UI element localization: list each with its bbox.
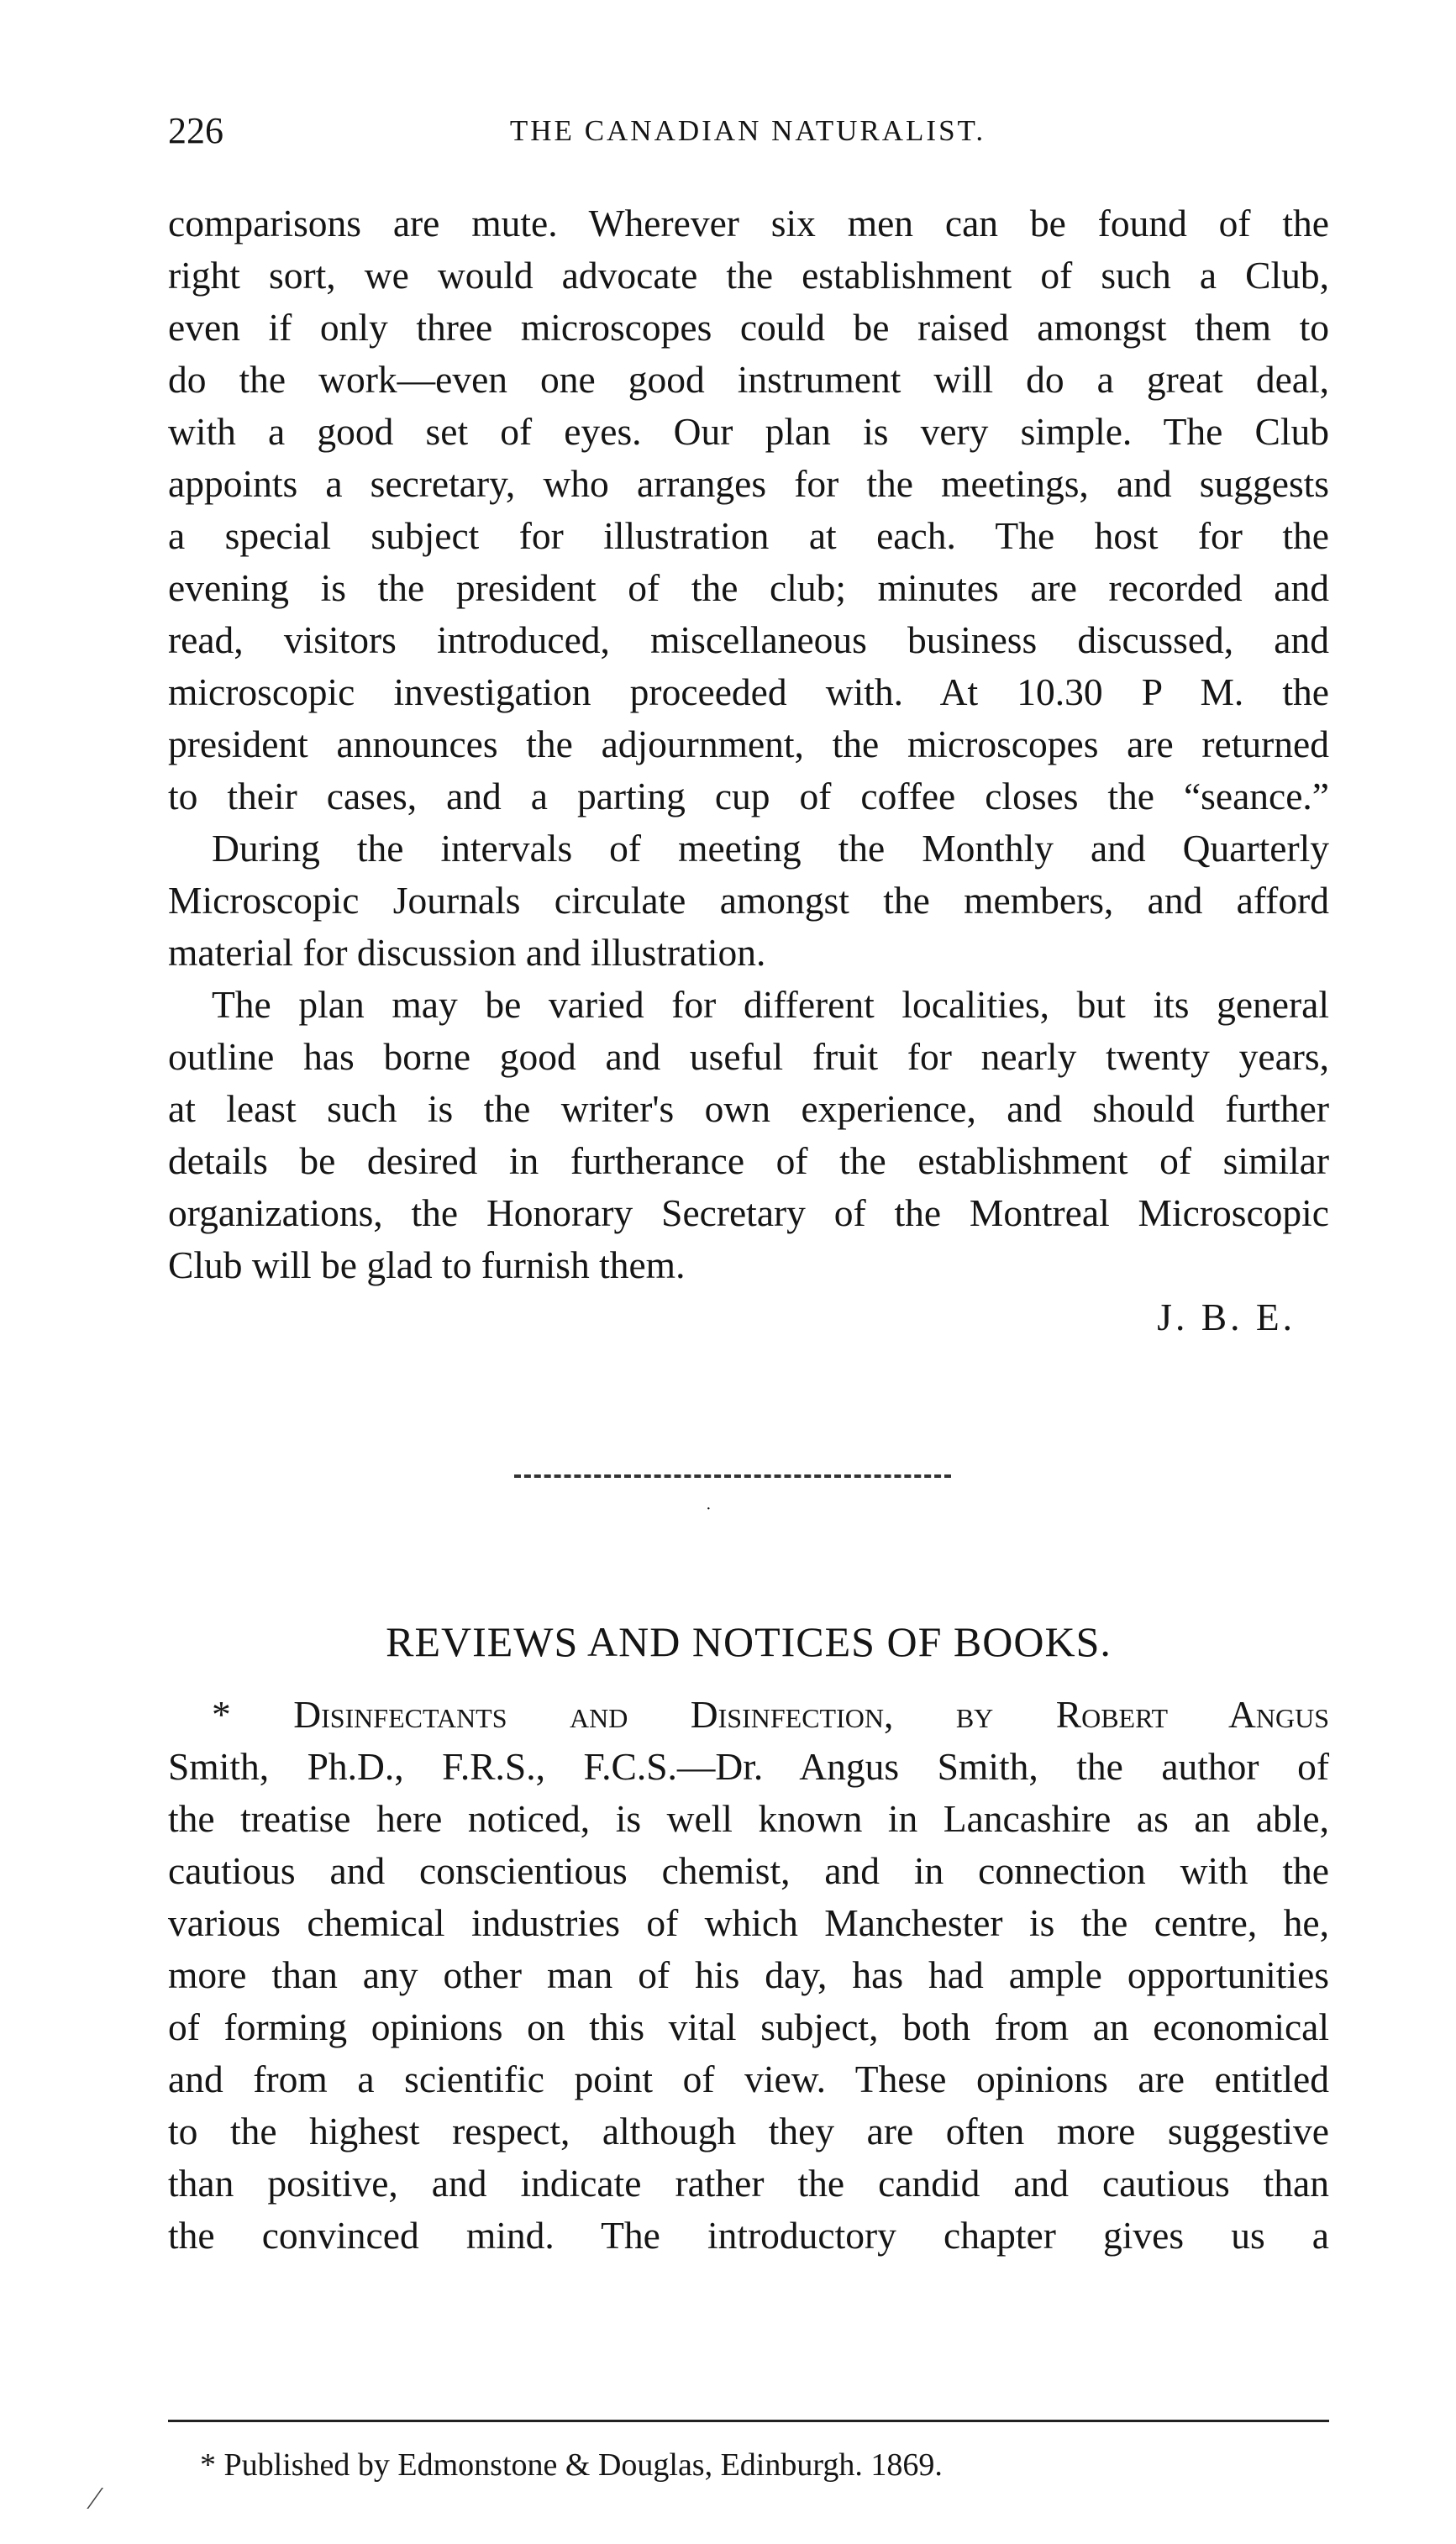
footnote-rule <box>168 2420 1329 2422</box>
divider-dot: · <box>706 1500 712 1518</box>
text-line: evening is the president of the club; minutes are recorded and <box>168 566 1329 609</box>
text-line: appoints a secretary, who arranges for the meetings, and suggests <box>168 462 1329 505</box>
text-line: right sort, we would advocate the establishment of such a Club, <box>168 254 1329 297</box>
text-line: various chemical industries of which Manchester is the centre, he, <box>168 1901 1329 1944</box>
paragraph-start-line: The plan may be varied for different localities, but its general <box>212 983 1329 1026</box>
text-line: the treatise here noticed, is well known in Lancashire as an able, <box>168 1797 1329 1840</box>
running-head <box>168 109 1327 160</box>
text-line: even if only three microscopes could be raised amongst them to <box>168 306 1329 349</box>
text-line: than positive, and indicate rather the candid and cautious than <box>168 2162 1329 2205</box>
review-text <box>168 1689 1329 2262</box>
text-line: and from a scientific point of view. These opinions are entitled <box>168 2058 1329 2100</box>
text-line: president announces the adjournment, the microscopes are returned <box>168 723 1329 765</box>
text-line: Smith, Ph.D., F.R.S., F.C.S.—Dr. Angus Smith, the author of <box>168 1745 1329 1788</box>
section-divider <box>514 1474 951 1478</box>
text-line: more than any other man of his day, has had ample opportunities <box>168 1953 1329 1996</box>
paragraph-start-line: During the intervals of meeting the Monthly and Quarterly <box>212 827 1329 870</box>
text-line: read, visitors introduced, miscellaneous business discussed, and <box>168 618 1329 661</box>
journal-title: THE CANADIAN NATURALIST. <box>509 114 986 147</box>
text-line: comparisons are mute. Wherever six men can be found of the <box>168 202 1329 244</box>
text-line: a special subject for illustration at each. The host for the <box>168 514 1329 557</box>
footnote: * Published by Edmonstone & Douglas, Edinburgh. 1869. <box>200 2447 943 2483</box>
text-line: details be desired in furtherance of the establishment of similar <box>168 1139 1329 1182</box>
margin-mark: ⁄ <box>92 2481 98 2516</box>
author-signature: J. B. E. <box>1157 1296 1296 1338</box>
section-heading: REVIEWS AND NOTICES OF BOOKS. <box>386 1618 1112 1665</box>
paragraph-end-line: Club will be glad to furnish them. <box>168 1243 686 1286</box>
text-line: outline has borne good and useful fruit for nearly twenty years, <box>168 1035 1329 1078</box>
article-text <box>168 197 1329 1343</box>
text-line: of forming opinions on this vital subject, both from an economical <box>168 2005 1329 2048</box>
text-line: to the highest respect, although they are often more suggestive <box>168 2110 1329 2152</box>
review-title-line: * Disinfectants and Disinfection, by Robert Angus <box>212 1693 1329 1736</box>
page-number: 226 <box>168 110 223 151</box>
text-line: microscopic investigation proceeded with. At 10.30 P M. the <box>168 670 1329 713</box>
text-line: organizations, the Honorary Secretary of the Montreal Microscopic <box>168 1191 1329 1234</box>
text-line: Microscopic Journals circulate amongst the members, and afford <box>168 879 1329 922</box>
text-line: with a good set of eyes. Our plan is very simple. The Club <box>168 410 1329 453</box>
text-line: at least such is the writer's own experience, and should further <box>168 1087 1329 1130</box>
text-line: do the work—even one good instrument will do a great deal, <box>168 358 1329 401</box>
paragraph-end-line: material for discussion and illustration. <box>168 931 766 974</box>
text-line: the convinced mind. The introductory chapter gives us a <box>168 2214 1329 2257</box>
text-line: cautious and conscientious chemist, and in connection with the <box>168 1849 1329 1892</box>
text-line: to their cases, and a parting cup of coffee closes the “seance.” <box>168 775 1329 817</box>
